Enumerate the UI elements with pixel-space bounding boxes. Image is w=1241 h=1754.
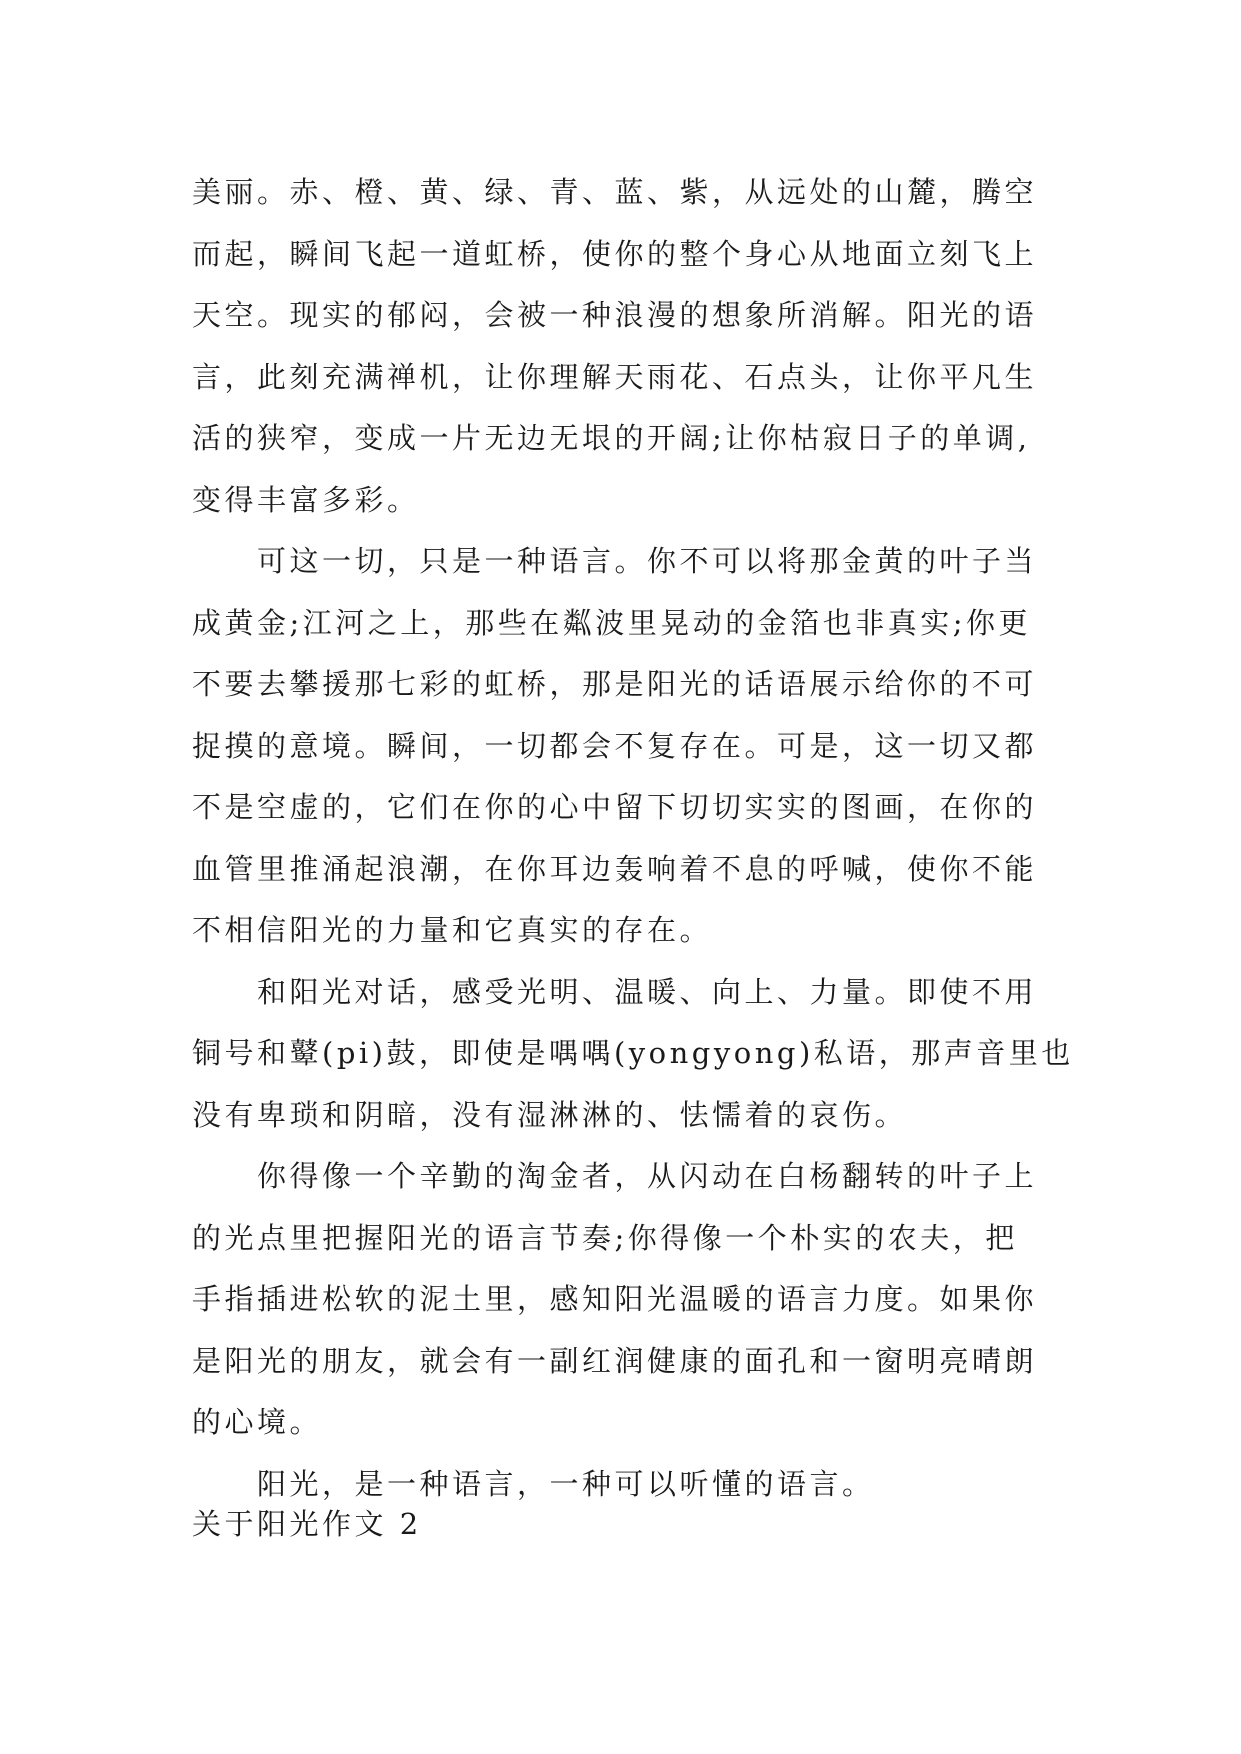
paragraph-1 (192, 162, 1067, 531)
essay-body (192, 162, 1074, 1515)
text-line: 你得像一个辛勤的淘金者，从闪动在白杨翻转的叶子上 (257, 1159, 1038, 1193)
section-heading: 关于阳光作文 2 (192, 1507, 422, 1541)
text-line: 变得丰富多彩。 (192, 482, 420, 517)
text-line: 不要去攀援那七彩的虹桥，那是阳光的话语展示给你的不可 (192, 667, 1038, 701)
text-line: 捉摸的意境。瞬间，一切都会不复存在。可是，这一切又都 (192, 728, 1038, 763)
text-line: 的光点里把握阳光的语言节奏;你得像一个朴实的农夫，把 (192, 1220, 1018, 1255)
paragraph-4 (192, 1146, 1067, 1454)
text-line: 不是空虚的，它们在你的心中留下切切实实的图画，在你的 (192, 790, 1038, 824)
paragraph-2 (192, 531, 1067, 962)
text-line: 和阳光对话，感受光明、温暖、向上、力量。即使不用 (257, 974, 1038, 1009)
text-line: 天空。现实的郁闷，会被一种浪漫的想象所消解。阳光的语 (192, 298, 1038, 332)
text-line: 成黄金;江河之上，那些在粼波里晃动的金箔也非真实;你更 (192, 605, 1032, 640)
text-line: 手指插进松软的泥土里，感知阳光温暖的语言力度。如果你 (192, 1282, 1038, 1316)
text-line: 血管里推涌起浪潮，在你耳边轰响着不息的呼喊，使你不能 (192, 851, 1038, 886)
text-line: 活的狭窄，变成一片无边无垠的开阔;让你枯寂日子的单调, (192, 421, 1031, 455)
text-line: 而起，瞬间飞起一道虹桥，使你的整个身心从地面立刻飞上 (192, 236, 1038, 271)
text-line: 阳光，是一种语言，一种可以听懂的语言。 (257, 1466, 875, 1501)
text-line: 可这一切，只是一种语言。你不可以将那金黄的叶子当 (257, 544, 1038, 578)
text-line: 是阳光的朋友，就会有一副红润健康的面孔和一窗明亮晴朗 (192, 1343, 1038, 1378)
text-line: 没有卑琐和阴暗，没有湿淋淋的、怯懦着的哀伤。 (192, 1097, 908, 1132)
text-line: 不相信阳光的力量和它真实的存在。 (192, 913, 713, 947)
text-line: 的心境。 (192, 1405, 323, 1439)
text-line: 美丽。赤、橙、黄、绿、青、蓝、紫，从远处的山麓，腾空 (192, 175, 1038, 209)
text-line: 言，此刻充满禅机，让你理解天雨花、石点头，让你平凡生 (192, 359, 1038, 394)
paragraph-3 (192, 962, 1074, 1147)
text-line: 铜号和鼙(pi)鼓，即使是喁喁(yongyong)私语，那声音里也 (192, 1036, 1074, 1070)
